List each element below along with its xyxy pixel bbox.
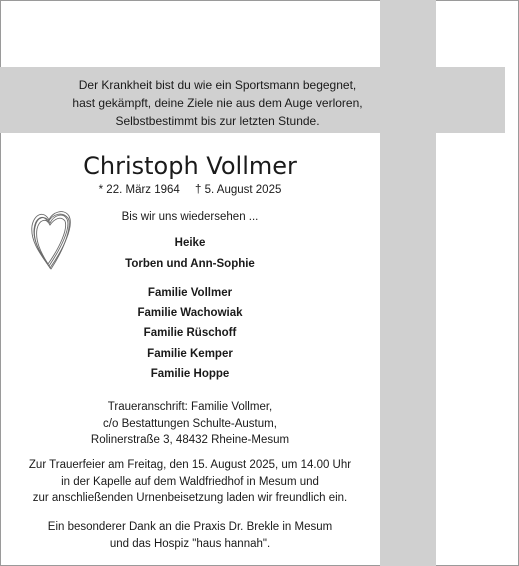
verse	[0, 76, 435, 130]
life-dates	[0, 183, 380, 197]
mourner-family: Familie Hoppe	[150, 368, 230, 380]
verse-line: Der Krankheit bist du wie ein Sportsmann begegnet,	[78, 78, 357, 92]
mourner-close: Torben und Ann-Sophie	[125, 258, 255, 270]
ceremony-line: in der Kapelle auf dem Waldfriedhof in Mesum und	[61, 475, 319, 488]
mourner-family: Familie Rüschoff	[143, 327, 237, 339]
mourner-family: Familie Vollmer	[147, 287, 233, 299]
mourner-family: Familie Kemper	[147, 348, 233, 360]
birth-date: * 22. März 1964	[98, 184, 180, 196]
ceremony-info	[0, 457, 380, 507]
farewell-text: Bis wir uns wiedersehen ...	[121, 211, 259, 223]
condolence-address	[0, 399, 380, 449]
address-line: Rolinerstraße 3, 48432 Rheine-Mesum	[90, 434, 290, 446]
mourner-close: Heike	[174, 237, 206, 249]
thanks-line: und das Hospiz "haus hannah".	[109, 537, 271, 550]
ceremony-line: zur anschließenden Urnenbeisetzung laden wir freundlich ein.	[32, 492, 348, 504]
death-date: † 5. August 2025	[195, 184, 282, 196]
address-line: Traueranschrift: Familie Vollmer,	[107, 401, 273, 413]
mourner-family: Familie Wachowiak	[137, 307, 243, 319]
verse-line: Selbstbestimmt bis zur letzten Stunde.	[115, 114, 320, 128]
thanks-note	[0, 519, 380, 552]
deceased-name: Christoph Vollmer	[83, 152, 297, 180]
ceremony-line: Zur Trauerfeier am Freitag, den 15. August 2025, um 14.00 Uhr	[28, 459, 352, 471]
verse-line: hast gekämpft, deine Ziele nie aus dem Auge verloren,	[72, 96, 363, 110]
thanks-line: Ein besonderer Dank an die Praxis Dr. Brekle in Mesum	[47, 521, 333, 533]
address-line: c/o Bestattungen Schulte-Austum,	[103, 417, 277, 430]
